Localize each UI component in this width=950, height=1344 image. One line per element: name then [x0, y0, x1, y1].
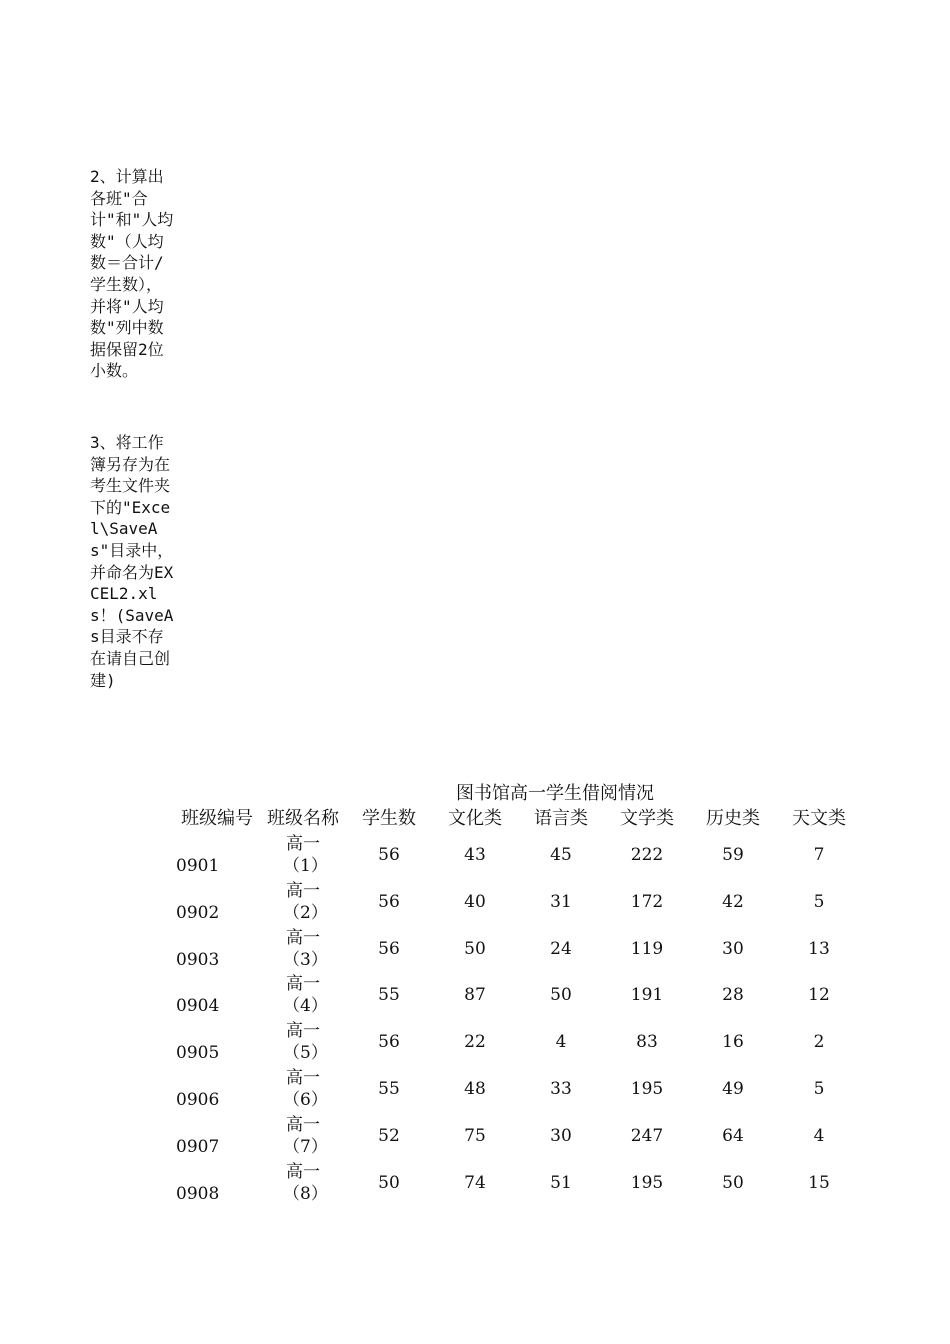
cell-history: 42	[722, 891, 744, 912]
cell-class-name	[283, 973, 328, 1017]
cell-class-name	[283, 1067, 328, 1111]
cell-culture: 43	[464, 845, 486, 865]
cell-history: 64	[722, 1125, 744, 1146]
cell-history: 16	[722, 1032, 744, 1053]
cell-astronomy: 13	[808, 938, 830, 959]
header-literature: 文学类	[620, 808, 674, 829]
cell-literature: 195	[630, 1079, 664, 1099]
cell-students: 50	[378, 1172, 400, 1193]
class-name-line-2: （1）	[283, 856, 328, 876]
class-name-line-2: （6）	[283, 1090, 328, 1110]
table-row	[0, 1067, 950, 1114]
cell-literature: 222	[630, 845, 664, 865]
header-culture: 文化类	[448, 808, 502, 829]
cell-students: 56	[378, 845, 400, 865]
cell-astronomy: 12	[808, 985, 830, 1006]
cell-culture: 75	[464, 1125, 486, 1146]
cell-language: 30	[550, 1125, 572, 1146]
cell-literature: 83	[636, 1032, 658, 1053]
cell-class-code: 0901	[176, 856, 220, 876]
cell-class-code: 0904	[176, 996, 220, 1017]
class-name-line-1: 高一	[286, 1161, 320, 1182]
header-history: 历史类	[706, 808, 760, 829]
class-name-line-2: （4）	[283, 996, 328, 1017]
table-row	[0, 1161, 950, 1208]
table-title: 图书馆高一学生借阅情况	[456, 783, 654, 804]
class-name-line-1: 高一	[286, 1068, 320, 1088]
cell-language: 50	[550, 985, 572, 1006]
class-name-line-2: （7）	[283, 1136, 328, 1157]
cell-astronomy: 5	[813, 1079, 825, 1099]
cell-class-name	[283, 833, 328, 877]
cell-class-name	[283, 927, 328, 971]
cell-culture: 50	[464, 938, 486, 959]
header-language: 语言类	[534, 808, 588, 829]
cell-astronomy: 5	[813, 891, 825, 912]
cell-culture: 87	[464, 985, 486, 1006]
cell-students: 56	[378, 891, 400, 912]
table-row	[0, 927, 950, 974]
class-name-line-1: 高一	[286, 974, 320, 995]
cell-class-name	[283, 1020, 328, 1064]
header-class-code: 班级编号	[181, 808, 253, 829]
class-name-line-1: 高一	[286, 1114, 320, 1135]
cell-class-code: 0902	[176, 902, 220, 923]
cell-students: 55	[378, 1079, 400, 1099]
cell-history: 28	[722, 985, 744, 1006]
cell-language: 51	[550, 1172, 572, 1193]
table-row	[0, 880, 950, 927]
cell-culture: 22	[464, 1032, 486, 1053]
cell-culture: 74	[464, 1172, 486, 1193]
cell-class-code: 0906	[176, 1090, 220, 1110]
cell-history: 50	[722, 1172, 744, 1193]
header-astronomy: 天文类	[792, 808, 846, 829]
table-row	[0, 1114, 950, 1161]
cell-astronomy: 15	[808, 1172, 830, 1193]
class-name-line-1: 高一	[286, 880, 320, 901]
cell-language: 24	[550, 938, 572, 959]
class-name-line-2: （3）	[283, 949, 328, 970]
cell-class-name	[283, 880, 328, 924]
cell-language: 4	[555, 1032, 567, 1053]
class-name-line-1: 高一	[286, 1021, 320, 1042]
cell-students: 55	[378, 985, 400, 1006]
cell-history: 30	[722, 938, 744, 959]
cell-language: 33	[550, 1079, 572, 1099]
cell-history: 59	[722, 845, 744, 865]
cell-students: 56	[378, 1032, 400, 1053]
table-row	[0, 973, 950, 1020]
cell-astronomy: 7	[813, 845, 825, 865]
cell-history: 49	[722, 1079, 744, 1099]
cell-literature: 191	[630, 985, 664, 1006]
cell-literature: 119	[630, 938, 664, 959]
cell-culture: 40	[464, 891, 486, 912]
cell-literature: 172	[630, 891, 664, 912]
cell-literature: 195	[630, 1172, 664, 1193]
cell-culture: 48	[464, 1079, 486, 1099]
instruction-step-3: 3、将工作簿另存为在考生文件夹下的"Excel\SaveAs"目录中，并命名为EXCEL2.xls！(SaveAs目录不存在请自己创建)	[90, 433, 174, 690]
cell-astronomy: 4	[813, 1125, 825, 1146]
cell-students: 52	[378, 1125, 400, 1146]
class-name-line-2: （5）	[283, 1043, 328, 1064]
cell-literature: 247	[630, 1125, 664, 1146]
cell-class-code: 0907	[176, 1136, 220, 1157]
cell-class-name	[283, 1114, 328, 1158]
class-name-line-1: 高一	[286, 927, 320, 948]
cell-language: 31	[550, 891, 572, 912]
cell-class-code: 0903	[176, 949, 220, 970]
instruction-step-2: 2、计算出各班"合计"和"人均数"（人均数＝合计/学生数），并将"人均数"列中数据保留2位小数。	[90, 167, 174, 381]
table-row	[0, 833, 950, 880]
cell-language: 45	[550, 845, 572, 865]
cell-class-code: 0908	[176, 1183, 220, 1204]
header-students: 学生数	[362, 808, 416, 829]
cell-astronomy: 2	[813, 1032, 825, 1053]
class-name-line-2: （2）	[283, 902, 328, 923]
cell-class-code: 0905	[176, 1043, 220, 1064]
cell-class-name	[283, 1161, 328, 1205]
cell-students: 56	[378, 938, 400, 959]
header-class-name: 班级名称	[267, 808, 339, 829]
class-name-line-2: （8）	[283, 1183, 328, 1204]
class-name-line-1: 高一	[286, 834, 320, 854]
table-row	[0, 1020, 950, 1067]
